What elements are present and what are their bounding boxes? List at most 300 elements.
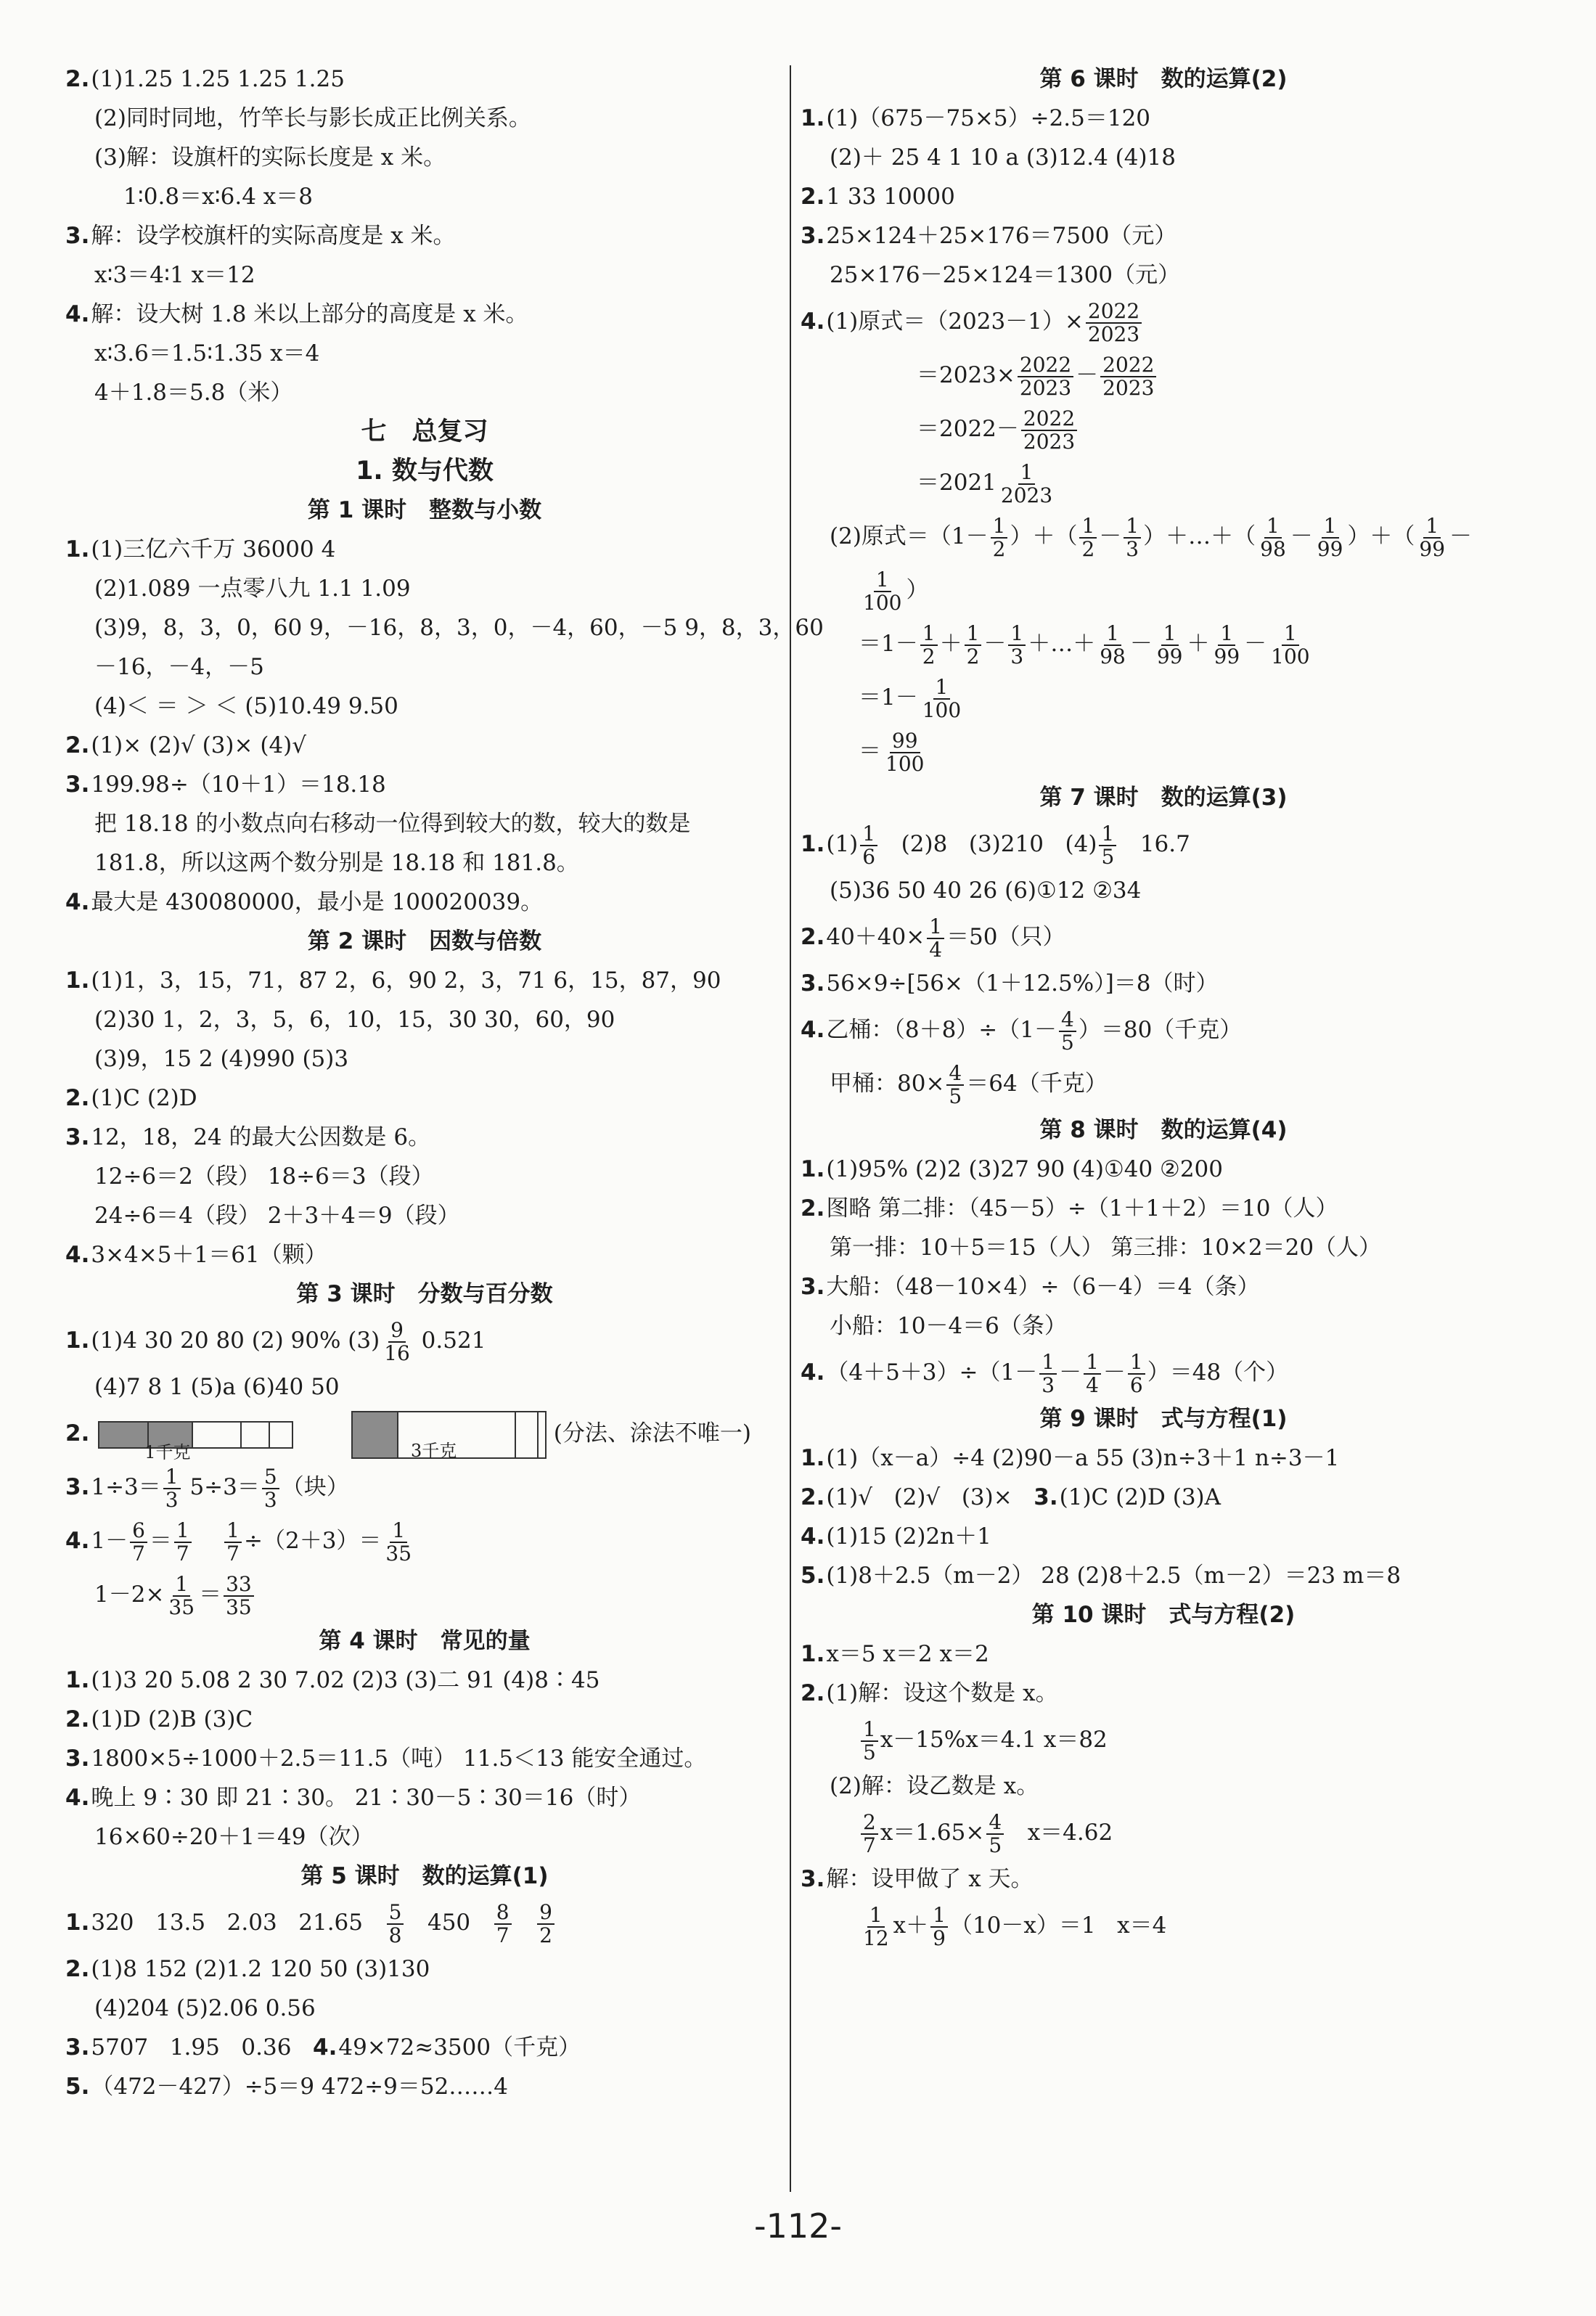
answer-text: (2)解：设乙数是 x。 xyxy=(830,1773,1039,1799)
fraction xyxy=(1100,354,1156,398)
bar-divider xyxy=(269,1423,270,1447)
denominator: 7 xyxy=(226,1541,240,1566)
answer-line xyxy=(801,964,1526,1003)
answer-text: x∶3.6＝1.5∶1.35 x＝4 xyxy=(94,340,320,367)
answer-text: 49×72≈3500（千克） xyxy=(338,2034,581,2061)
item-number: 1. xyxy=(801,831,825,857)
answer-text: (4)7 8 1 (5)a (6)40 50 xyxy=(94,1374,340,1400)
answer-line xyxy=(801,871,1526,910)
numerator: 1 xyxy=(965,623,982,645)
denominator: 99 xyxy=(1419,536,1446,561)
chapter-heading: 七 总复习 xyxy=(361,417,488,446)
answer-text: （块） xyxy=(281,1474,349,1500)
lesson-heading: 第 5 课时 数的运算(1) xyxy=(300,1863,549,1889)
item-number: 4. xyxy=(65,1785,90,1811)
answer-text: x－15%x＝4.1 x＝82 xyxy=(880,1727,1108,1753)
fraction xyxy=(1008,623,1026,667)
answer-line xyxy=(65,961,784,1000)
item-number: 3. xyxy=(65,1474,90,1500)
item-number: 4. xyxy=(801,1359,825,1386)
answer-text: ＝50（只） xyxy=(946,924,1065,950)
item-number: 2. xyxy=(65,1420,90,1447)
denominator: 35 xyxy=(226,1595,252,1619)
answer-text: (1)3 20 5.08 2 30 7.02 (2)3 (3)二 91 (4)8∶45 xyxy=(91,1667,600,1693)
fraction xyxy=(920,676,963,721)
fraction xyxy=(1021,408,1077,452)
item-number: 3. xyxy=(65,223,90,249)
item-number: 4. xyxy=(65,1528,90,1554)
answer-line xyxy=(65,1817,784,1857)
answer-text: (3)9，8，3，0，60 9，－16，8，3，0，－4，60，－5 9，8，3，60 xyxy=(94,615,824,641)
fraction xyxy=(1097,623,1128,667)
answer-text: － xyxy=(1129,631,1153,657)
item-number: 5. xyxy=(65,2074,90,2100)
fraction xyxy=(991,515,1008,560)
answer-line xyxy=(801,1228,1526,1267)
answer-text: (1)D (2)B (3)C xyxy=(91,1706,253,1732)
answer-line xyxy=(801,1057,1526,1110)
answer-line xyxy=(65,1989,784,2028)
lesson-heading: 第 1 课时 整数与小数 xyxy=(307,497,542,523)
fraction xyxy=(1128,1351,1145,1396)
section-heading: 1. 数与代数 xyxy=(356,457,494,486)
answer-text: 25×124＋25×176＝7500（元） xyxy=(826,223,1177,249)
answer-line xyxy=(65,647,784,687)
answer-line xyxy=(65,1314,784,1367)
fraction xyxy=(1059,1009,1076,1053)
answer-text: 12÷6＝2（段） 18÷6＝3（段） xyxy=(94,1163,434,1190)
item-number: 1. xyxy=(65,1327,90,1354)
item-number: 2. xyxy=(801,924,825,950)
fraction xyxy=(224,1574,254,1618)
answer-text: (1)1.25 1.25 1.25 1.25 xyxy=(91,66,345,92)
bar-divider xyxy=(515,1412,516,1457)
answer-text: x＝4.62 xyxy=(1006,1820,1113,1846)
numerator: 2022 xyxy=(1018,354,1073,377)
answer-text: ＋ xyxy=(1187,631,1210,657)
denominator: 3 xyxy=(1042,1372,1055,1397)
fraction xyxy=(860,823,877,867)
fraction xyxy=(262,1466,279,1510)
answer-line xyxy=(65,687,784,726)
answer-text: (分法、涂法不唯一) xyxy=(553,1420,751,1447)
fraction xyxy=(1315,515,1346,560)
numerator: 1 xyxy=(1264,515,1282,538)
answer-line xyxy=(65,1700,784,1739)
lesson-heading: 第 2 课时 因数与倍数 xyxy=(307,928,542,954)
answer-text: (1)原式＝（2023－1）× xyxy=(826,308,1084,335)
answer-text: － xyxy=(1099,523,1122,549)
numerator: 1 xyxy=(1099,823,1116,846)
answer-text: 24÷6＝4（段） 2＋3＋4＝9（段） xyxy=(94,1203,460,1229)
fraction xyxy=(946,1063,964,1107)
denominator: 5 xyxy=(989,1833,1002,1857)
item-number: 2. xyxy=(65,66,90,92)
denominator: 2023 xyxy=(1023,429,1076,454)
denominator: 2 xyxy=(922,644,936,668)
denominator: 3 xyxy=(1010,644,1024,668)
denominator: 8 xyxy=(388,1923,402,1947)
answer-text: 25×176－25×124＝1300（元） xyxy=(830,262,1181,288)
fraction xyxy=(920,623,938,667)
answer-text: 解：设甲做了 x 天。 xyxy=(826,1866,1034,1892)
item-number: 1. xyxy=(65,1667,90,1693)
answer-line xyxy=(65,726,784,765)
answer-text: 199.98÷（10＋1）＝18.18 xyxy=(91,772,386,798)
item-number: 4. xyxy=(801,1523,825,1550)
numerator: 1 xyxy=(1104,623,1121,645)
fraction xyxy=(382,1319,412,1364)
numerator: 8 xyxy=(494,1902,512,1924)
bar-label: 1千克 xyxy=(144,1441,191,1462)
numerator: 9 xyxy=(388,1319,406,1342)
answer-line xyxy=(65,255,784,295)
answer-text: 1÷3＝ xyxy=(91,1474,161,1500)
answer-line xyxy=(801,1899,1526,1952)
numerator: 2 xyxy=(861,1812,878,1834)
answer-text: 晚上 9∶30 即 21∶30。 21∶30－5∶30＝16（时） xyxy=(91,1785,642,1811)
bar-divider xyxy=(240,1423,242,1447)
lesson-heading: 第 4 课时 常见的量 xyxy=(319,1628,531,1654)
fraction xyxy=(1039,1351,1057,1396)
numerator: 1 xyxy=(1008,623,1026,645)
answer-line xyxy=(65,1235,784,1274)
numerator: 1 xyxy=(930,1904,948,1927)
denominator: 2023 xyxy=(1019,375,1072,400)
answer-text: 小船：10－4＝6（条） xyxy=(830,1313,1067,1339)
fraction xyxy=(930,1904,948,1949)
denominator: 99 xyxy=(1317,536,1343,561)
answer-text: (1)8＋2.5（m－2） 28 (2)8＋2.5（m－2）＝23 m＝8 xyxy=(826,1563,1401,1589)
answer-text: 大船：（48－10×4）÷（6－4）＝4（条） xyxy=(826,1274,1260,1300)
numerator: 99 xyxy=(890,730,920,753)
answer-text: 12，18，24 的最大公因数是 6。 xyxy=(91,1124,431,1150)
fraction xyxy=(174,1520,192,1564)
item-number: 4. xyxy=(65,889,90,915)
denominator: 2 xyxy=(966,644,980,668)
answer-line xyxy=(65,608,824,647)
lesson-heading: 第 6 课时 数的运算(2) xyxy=(1039,66,1288,92)
item-number: 2. xyxy=(65,732,90,758)
fraction xyxy=(1124,515,1141,560)
fraction xyxy=(1212,623,1243,667)
answer-text: ＋…＋ xyxy=(1028,631,1096,657)
answer-line xyxy=(65,99,784,138)
fraction xyxy=(383,1520,414,1564)
denominator: 2 xyxy=(992,536,1006,561)
answer-text: ）＝80（千克） xyxy=(1078,1017,1243,1043)
item-number: 3. xyxy=(1034,1484,1058,1510)
answer-text: (1)95% (2)2 (3)27 90 (4)①40 ②200 xyxy=(826,1156,1223,1182)
answer-text: ＝ xyxy=(199,1581,222,1608)
numerator: 1 xyxy=(1084,1351,1101,1374)
answer-text: (3)解：设旗杆的实际长度是 x 米。 xyxy=(94,144,446,171)
answer-text: 3×4×5＋1＝61（颗） xyxy=(91,1242,327,1268)
answer-line xyxy=(65,1514,784,1568)
item-number: 3. xyxy=(801,223,825,249)
item-number: 3. xyxy=(65,1124,90,1150)
answer-line xyxy=(65,1079,784,1118)
answer-text: 甲桶：80× xyxy=(830,1071,945,1097)
answer-line xyxy=(801,617,1526,671)
answer-text: 解：设学校旗杆的实际高度是 x 米。 xyxy=(91,223,456,249)
item-number: 4. xyxy=(801,1017,825,1043)
answer-text: (1)× (2)√ (3)× (4)√ xyxy=(91,732,307,758)
fraction xyxy=(387,1902,404,1946)
answer-text: 16.7 xyxy=(1118,831,1190,857)
answer-text: － xyxy=(1244,631,1267,657)
answer-line xyxy=(801,1634,1526,1674)
lesson-heading: 第 9 课时 式与方程(1) xyxy=(1039,1406,1288,1432)
answer-line xyxy=(65,1739,784,1778)
page-number: -112- xyxy=(754,2206,842,2246)
answer-line xyxy=(801,1713,1526,1767)
denominator: 2023 xyxy=(1087,322,1140,346)
item-number: 2. xyxy=(65,1085,90,1111)
numerator: 1 xyxy=(920,623,938,645)
fraction xyxy=(1417,515,1447,560)
answer-line xyxy=(801,1767,1526,1806)
item-number: 1. xyxy=(65,1910,90,1936)
answer-text: ）＋（ xyxy=(1010,523,1078,549)
item-number: 4. xyxy=(801,308,825,335)
denominator: 35 xyxy=(385,1541,412,1566)
fraction xyxy=(883,730,926,774)
denominator: 5 xyxy=(863,1740,876,1764)
answer-line xyxy=(65,883,784,922)
answer-text: （10－x）＝1 x＝4 xyxy=(949,1912,1167,1939)
numerator: 1 xyxy=(933,676,951,699)
item-number: 1. xyxy=(65,967,90,994)
numerator: 5 xyxy=(262,1466,279,1489)
answer-line xyxy=(801,1806,1526,1859)
answer-line xyxy=(801,1517,1526,1556)
fraction xyxy=(224,1520,242,1564)
lesson-heading: 第 10 课时 式与方程(2) xyxy=(1031,1602,1296,1628)
answer-line xyxy=(801,1478,1526,1517)
denominator: 4 xyxy=(929,937,943,962)
item-number: 3. xyxy=(801,1274,825,1300)
answer-text: ＝1－ xyxy=(859,684,918,711)
answer-text: － xyxy=(1290,523,1313,549)
item-number: 2. xyxy=(801,1195,825,1222)
denominator: 100 xyxy=(885,751,925,776)
answer-line xyxy=(65,1949,784,1989)
answer-text: ＝ xyxy=(149,1528,172,1554)
numerator: 1 xyxy=(1124,515,1141,538)
answer-text: 1－ xyxy=(91,1528,128,1554)
answer-line xyxy=(65,177,784,216)
item-number: 3. xyxy=(65,2034,90,2061)
answer-text: ＝1－ xyxy=(859,631,918,657)
answer-text: x∶3＝4∶1 x＝12 xyxy=(94,262,255,288)
answer-line xyxy=(65,138,784,177)
denominator: 100 xyxy=(922,697,962,722)
answer-text: 图略 第二排：（45－5）÷（1＋1＋2）＝10（人） xyxy=(826,1195,1338,1222)
numerator: 5 xyxy=(387,1902,404,1924)
item-number: 1. xyxy=(801,1445,825,1471)
answer-text: 181.8，所以这两个数分别是 18.18 和 181.8。 xyxy=(94,850,579,876)
fraction xyxy=(861,569,904,613)
answer-text: (2)原式＝（1－ xyxy=(830,523,989,549)
fraction-bar-diagram xyxy=(351,1411,547,1459)
fraction xyxy=(1079,515,1097,560)
answer-text: 56×9÷[56×（1＋12.5%）]＝8（时） xyxy=(826,970,1219,997)
fraction xyxy=(861,1904,891,1949)
item-number: 2. xyxy=(801,184,825,210)
answer-text: 最大是 430080000，最小是 100020039。 xyxy=(91,889,544,915)
left-column xyxy=(65,60,824,2106)
denominator: 16 xyxy=(384,1341,410,1365)
fraction xyxy=(861,1812,878,1856)
item-number: 4. xyxy=(313,2034,337,2061)
numerator: 1 xyxy=(1218,623,1235,645)
item-number: 1. xyxy=(801,1641,825,1667)
answer-text: 1 33 10000 xyxy=(826,184,955,210)
fraction xyxy=(1258,515,1288,560)
answer-line xyxy=(801,99,1526,138)
answer-text: 把 18.18 的小数点向右移动一位得到较大的数，较大的数是 xyxy=(94,811,691,837)
denominator: 7 xyxy=(496,1923,510,1947)
answer-line xyxy=(65,2067,784,2106)
item-number: 3. xyxy=(801,970,825,997)
item-number: 2. xyxy=(65,1956,90,1982)
lesson-heading: 第 7 课时 数的运算(3) xyxy=(1039,785,1288,811)
answer-text: ＝2022－ xyxy=(917,416,1019,442)
answer-text: ）＋（ xyxy=(1347,523,1415,549)
item-number: 5. xyxy=(801,1563,825,1589)
denominator: 3 xyxy=(263,1487,277,1512)
answer-text: － xyxy=(1102,1359,1126,1386)
answer-text: 5÷3＝ xyxy=(182,1474,260,1500)
denominator: 7 xyxy=(863,1833,876,1857)
answer-line xyxy=(65,373,784,412)
answer-text: 第一排：10＋5＝15（人） 第三排：10×2＝20（人） xyxy=(830,1235,1382,1261)
answer-line xyxy=(801,1189,1526,1228)
denominator: 7 xyxy=(132,1541,145,1566)
answer-text: (2)1.089 一点零八九 1.1 1.09 xyxy=(94,576,411,602)
answer-text: (1)8 152 (2)1.2 120 50 (3)130 xyxy=(91,1956,430,1982)
numerator: 2022 xyxy=(1021,408,1077,430)
answer-line xyxy=(801,724,1526,778)
answer-line xyxy=(801,255,1526,295)
answer-text: (1) xyxy=(826,831,859,857)
answer-text: (4)204 (5)2.06 0.56 xyxy=(94,1995,316,2021)
answer-text: ＝2021 xyxy=(917,470,997,496)
denominator: 6 xyxy=(862,844,876,869)
right-column xyxy=(801,60,1526,1952)
answer-line xyxy=(65,569,784,608)
answer-text: （4＋5＋3）÷（1－ xyxy=(826,1359,1038,1386)
answer-text: (3)9，15 2 (4)990 (5)3 xyxy=(94,1046,349,1072)
lesson-heading: 第 8 课时 数的运算(4) xyxy=(1039,1117,1288,1143)
denominator: 2023 xyxy=(1102,375,1155,400)
denominator: 2023 xyxy=(1000,483,1053,507)
answer-text: (2)＋ 25 4 1 10 a (3)12.4 (4)18 xyxy=(830,144,1176,171)
numerator: 1 xyxy=(1423,515,1441,538)
numerator: 1 xyxy=(163,1466,181,1489)
fraction xyxy=(130,1520,147,1564)
fraction xyxy=(1086,300,1142,345)
numerator: 4 xyxy=(986,1812,1004,1834)
answer-text: 1－2× xyxy=(94,1581,165,1608)
answer-text: (1)C (2)D (3)A xyxy=(1059,1484,1221,1510)
answer-line xyxy=(801,456,1526,510)
item-number: 3. xyxy=(65,772,90,798)
bar-divider xyxy=(192,1423,193,1447)
fraction xyxy=(1155,623,1185,667)
answer-text: 1∶0.8＝x∶6.4 x＝8 xyxy=(123,184,314,210)
item-number: 1. xyxy=(801,105,825,131)
fraction xyxy=(1099,823,1116,867)
answer-text: ）＋…＋（ xyxy=(1143,523,1256,549)
answer-line xyxy=(801,671,1526,724)
answer-line xyxy=(801,1439,1526,1478)
fraction xyxy=(999,462,1055,506)
answer-line xyxy=(801,1306,1526,1346)
answer-text: x＋ xyxy=(893,1912,929,1939)
fraction xyxy=(1269,623,1311,667)
denominator: 9 xyxy=(933,1926,946,1950)
numerator: 6 xyxy=(130,1520,147,1542)
answer-text: － xyxy=(1076,362,1099,388)
bar-divider xyxy=(397,1412,398,1457)
numerator: 1 xyxy=(867,1904,885,1927)
fraction xyxy=(494,1902,512,1946)
numerator: 1 xyxy=(927,916,944,938)
answer-text: (4)＜ ＝ ＞ ＜ (5)10.49 9.50 xyxy=(94,693,398,719)
bar-divider xyxy=(537,1412,539,1457)
numerator: 1 xyxy=(861,1719,878,1741)
answer-text: (1)4 30 20 80 (2) 90% (3) xyxy=(91,1327,380,1354)
answer-text: (1)三亿六千万 36000 4 xyxy=(91,536,336,562)
answer-text: (1)√ (2)√ (3)× xyxy=(826,1484,1034,1510)
answer-line xyxy=(65,1407,784,1460)
answer-line xyxy=(801,1267,1526,1306)
answer-text: 乙桶：（8＋8）÷（1－ xyxy=(826,1017,1057,1043)
numerator: 4 xyxy=(946,1063,964,1085)
answer-line xyxy=(801,1556,1526,1595)
item-number: 2. xyxy=(801,1680,825,1706)
answer-line xyxy=(65,1000,784,1039)
answer-line xyxy=(801,216,1526,255)
answer-text: ＝2023× xyxy=(917,362,1015,388)
answer-text: (1)1，3，15，71，87 2，6，90 2，3，71 6，15，87，90 xyxy=(91,967,721,994)
answer-text: (1)（x－a）÷4 (2)90－a 55 (3)n÷3＋1 n÷3－1 xyxy=(826,1445,1340,1471)
answer-line xyxy=(801,563,1526,617)
answer-line xyxy=(65,295,784,334)
numerator: 1 xyxy=(173,1574,190,1596)
numerator: 1 xyxy=(860,823,877,846)
item-number: 3. xyxy=(65,1746,90,1772)
numerator: 1 xyxy=(1322,515,1339,538)
denominator: 3 xyxy=(1126,536,1139,561)
answer-line xyxy=(801,817,1526,871)
numerator: 2022 xyxy=(1100,354,1156,377)
denominator: 7 xyxy=(176,1541,189,1566)
numerator: 2022 xyxy=(1086,300,1142,323)
denominator: 5 xyxy=(1061,1030,1074,1055)
fraction xyxy=(861,1719,878,1763)
numerator: 4 xyxy=(1059,1009,1076,1031)
bar-label: 3千克 xyxy=(410,1440,457,1461)
numerator: 1 xyxy=(1161,623,1179,645)
answer-line xyxy=(801,910,1526,964)
numerator: 1 xyxy=(224,1520,242,1542)
answer-line xyxy=(65,1367,784,1407)
answer-text: ＝64（千克） xyxy=(966,1071,1108,1097)
denominator: 100 xyxy=(863,590,902,615)
